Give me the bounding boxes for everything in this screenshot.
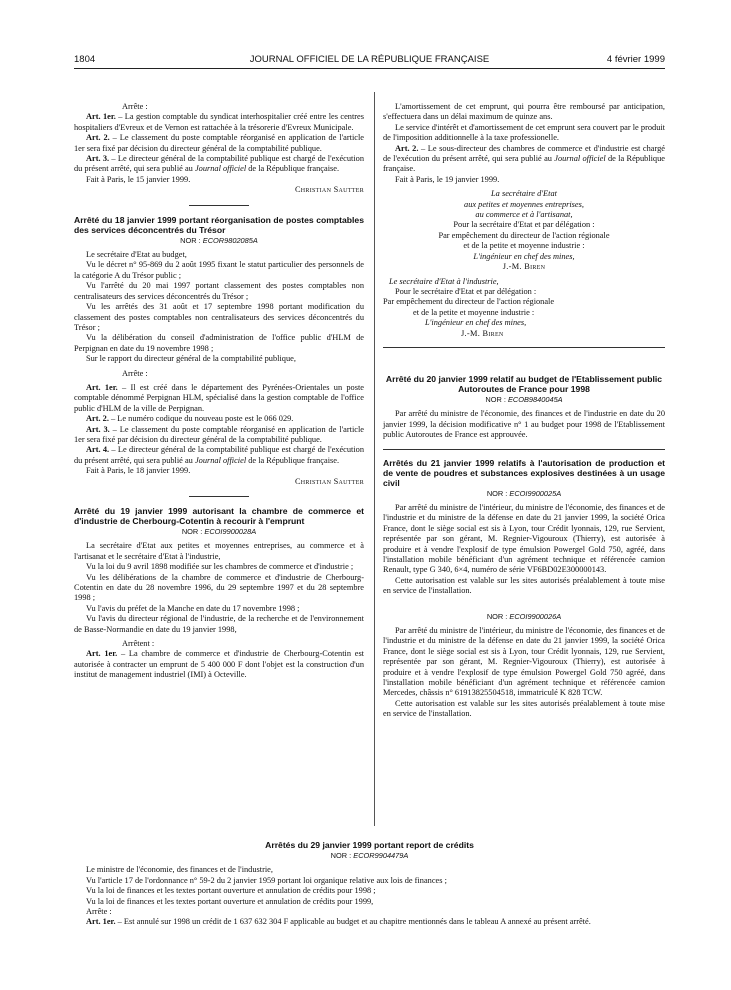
nor-reference: NOR : ECOI9900028A — [181, 527, 257, 536]
preamble-line: Le ministre de l'économie, des finances et de l'industrie, — [86, 865, 273, 875]
paragraph: L'amortissement de cet emprunt, qui pourra être remboursé par anticipation, s'effectuera dans un délai maximum de quinze ans. — [383, 102, 665, 122]
nor-reference: NOR : ECOR9802085A — [180, 235, 258, 245]
preamble-line: Vu la loi de finances et les textes portant ouverture et annulation de crédits pour 1999, — [86, 896, 374, 906]
paragraph: Cette autorisation est valable sur les sites autorisés préalablement à toute mise en service de l'installation. — [383, 698, 665, 719]
left-column — [74, 102, 364, 681]
signatory-role: aux petites et moyennes entreprises, — [464, 199, 584, 209]
preamble-line: Le secrétaire d'Etat au budget, — [86, 250, 187, 260]
article: Art. 3. – Le directeur général de la comptabilité publique est chargé de l'exécution du présent arrêté, qui sera publié au Journal officiel de la République française. — [74, 154, 365, 174]
signatory-role: L'ingénieur en chef des mines, — [425, 318, 527, 328]
decree-title: Arrêtés du 21 janvier 1999 relatifs à l'autorisation de production et de vente de poudres et substances explosives destinées à un usage civil — [383, 457, 665, 488]
separator — [383, 347, 665, 348]
decree-title: Arrêtés du 29 janvier 1999 portant report de crédits — [265, 840, 474, 850]
preamble-line: Vu l'avis du directeur régional de l'industrie, de la recherche et de l'environnement de Basse-Normandie en date du 19 janvier 1998, — [74, 614, 364, 634]
page-header — [74, 54, 665, 68]
preamble-line: Vu la délibération du conseil d'administration de l'office public d'HLM de Perpignan en date du 19 novembre 1998 ; — [74, 333, 364, 353]
nor-reference: NOR : ECOR9904479A — [330, 851, 409, 860]
article: Art. 4. – Le directeur général de la comptabilité publique est chargé de l'exécution du présent arrêté, qui sera publié au Journal officiel de la République française. — [74, 445, 365, 465]
delegation-line: Pour le secrétaire d'Etat et par délégation : — [395, 286, 537, 296]
paragraph: Par arrêté du ministre de l'intérieur, du ministre de l'économie, des finances et de l'industrie et du ministre de la défense en date du 21 janvier 1999, la société Orica France, dont le siège social est sis à Lyon, tour Crédit lyonnais, 129, rue Servient, représentée par son gérant, M. Regnier-Vigouroux (Thierry), est autorisée à produire et à vendre l'explosif de type émulsion Powergel Gold 750, agréé, dans l'installation mobile bénéficiant d'un agrément technique et référencée camion Renault, type G 340, 6×4, numéro de série VF6BD02E300000143. — [383, 502, 665, 575]
article: Art. 1er. – Il est créé dans le département des Pyrénées-Orientales un poste comptable dénommé Perpignan HLM, spécialisé dans la gestion comptable de l'office public d'HLM de la ville de Perpignan. — [74, 382, 364, 413]
fait-line: Fait à Paris, le 15 janvier 1999. — [86, 174, 191, 184]
separator — [189, 496, 249, 497]
issue-date: 4 février 1999 — [606, 54, 665, 65]
journal-title: JOURNAL OFFICIEL DE LA RÉPUBLIQUE FRANÇAISE — [249, 54, 490, 65]
right-column — [383, 102, 665, 720]
arrete-heading: Arrête : — [122, 102, 148, 111]
signatory-role: L'ingénieur en chef des mines, — [473, 251, 575, 261]
preamble-line: Vu les délibérations de la chambre de commerce et d'industrie de Cherbourg-Cotentin en date du 28 novembre 1996, du 29 septembre 1997 et du 28 septembre 1998 ; — [74, 572, 364, 603]
paragraph: Par arrêté du ministre de l'économie, des finances et de l'industrie en date du 20 janvier 1999, la décision modificative n° 1 au budget pour 1998 de l'Etablissement public Autoroutes de France est approuvée. — [383, 409, 665, 440]
fait-line: Fait à Paris, le 18 janvier 1999. — [86, 466, 191, 476]
article: Art. 2. – Le numéro codique du nouveau poste est le 066 029. — [86, 414, 294, 424]
arrete-heading: Arrête : — [86, 907, 112, 917]
page-number: 1804 — [74, 54, 96, 65]
preamble-line: Vu les arrêtés des 31 août et 17 septembre 1998 portant modification du classement des postes comptables non centralisateurs des services déconcentrés du Trésor ; — [74, 302, 364, 332]
signature: J.-M. Biren — [502, 262, 546, 272]
preamble-line: Sur le rapport du directeur général de la comptabilité publique, — [86, 354, 296, 364]
decree-title: Arrêté du 18 janvier 1999 portant réorganisation de postes comptables des services déconcentrés du Trésor — [74, 214, 364, 235]
delegation-line: et de la petite et moyenne industrie : — [463, 241, 585, 251]
article: Art. 1er. – Est annulé sur 1998 un crédit de 1 637 632 304 F applicable au budget et au chapitre mentionnés dans le tableau A annexé au présent arrêté. — [86, 917, 591, 927]
header-rule — [74, 68, 665, 69]
preamble-line: La secrétaire d'Etat aux petites et moyennes entreprises, au commerce et à l'artisanat et le secrétaire d'Etat à l'industrie, — [74, 541, 364, 561]
delegation-line: Par empêchement du directeur de l'action régionale — [383, 297, 555, 307]
signatory-role: au commerce et à l'artisanat, — [475, 210, 573, 220]
separator — [383, 449, 665, 450]
nor-reference: NOR : ECOI9900025A — [486, 488, 562, 498]
nor-reference: NOR : ECOI9900026A — [486, 611, 562, 621]
nor-reference: NOR : ECOB9840045A — [485, 394, 563, 404]
preamble-line: Vu la loi du 9 avril 1898 modifiée sur les chambres de commerce et d'industrie ; — [86, 562, 354, 572]
delegation-line: Pour la secrétaire d'Etat et par délégation : — [453, 220, 595, 230]
paragraph: Par arrêté du ministre de l'intérieur, du ministre de l'économie, des finances et de l'industrie et du ministre de la défense en date du 21 janvier 1999, la société Orica France, dont le siège social est sis à Lyon, tour Crédit lyonnais, 129, rue Servient, représentée par son gérant, M. Regnier-Vigouroux (Thierry), est autorisée à produire et à vendre l'explosif de type émulsion Powergel Gold 750 agréé, dans l'installation mobile bénéficiant d'un agrément technique et référencée camion Mercedes, châssis n° 61913825504518, immatriculé K 828 TCW. — [383, 626, 665, 698]
preamble-line: Vu l'article 17 de l'ordonnance n° 59-2 du 2 janvier 1959 portant loi organique relative aux lois de finances ; — [86, 875, 447, 885]
delegation-line: et de la petite et moyenne industrie : — [413, 307, 535, 317]
decree-title: Arrêté du 20 janvier 1999 relatif au budget de l'Etablissement public Autoroutes de France pour 1998 — [385, 373, 663, 394]
fait-line: Fait à Paris, le 19 janvier 1999. — [395, 174, 500, 184]
arrete-heading: Arrête : — [122, 368, 148, 378]
article: Art. 2. – Le classement du poste comptable réorganisé en application de l'article 1er sera fixé par décision du directeur général de la comptabilité publique. — [74, 133, 364, 153]
paragraph: Le service d'intérêt et d'amortissement de cet emprunt sera couvert par le produit de l'imposition additionnelle à la taxe professionelle. — [383, 122, 665, 143]
preamble-line: Vu le décret n° 95-869 du 2 août 1995 fixant le statut particulier des personnels de la catégorie A du Trésor public ; — [74, 260, 364, 280]
preamble-line: Vu la loi de finances et les textes portant ouverture et annulation de crédits pour 1998 ; — [86, 886, 376, 896]
paragraph: Cette autorisation est valable sur les sites autorisés préalablement à toute mise en service de l'installation. — [383, 575, 665, 596]
article: Art. 2. – Le sous-directeur des chambres de commerce et d'industrie est chargé de l'exécution du présent arrêté, qui sera publié au Journal officiel de la République française. — [383, 143, 666, 174]
signatory-role: La secrétaire d'Etat — [491, 189, 557, 199]
preamble-line: Vu l'arrêté du 20 mai 1997 portant classement des postes comptables non centralisateurs des services déconcentrés du Trésor ; — [74, 281, 364, 301]
arretent-heading: Arrêtent : — [122, 639, 155, 649]
signature: Christian Sautter — [294, 476, 364, 486]
separator — [189, 205, 249, 206]
article: Art. 1er. – La gestion comptable du syndicat interhospitalier créé entre les centres hospitaliers d'Evreux et de Vernon est rattachée à la trésorerie d'Evreux Municipale. — [74, 112, 365, 132]
signatory-role: Le secrétaire d'Etat à l'industrie, — [389, 276, 499, 286]
article: Art. 1er. – La chambre de commerce et d'industrie de Cherbourg-Cotentin est autorisée à contracter un emprunt de 5 400 000 F dont l'objet est la construction d'un institut de management industriel (IMI) à Octeville. — [74, 649, 365, 680]
column-divider — [374, 92, 375, 826]
article: Art. 3. – Le classement du poste comptable réorganisé en application de l'article 1er sera fixé par décision du directeur général de la comptabilité publique. — [74, 424, 364, 444]
bottom-section — [74, 840, 665, 928]
signature: J.-M. Biren — [461, 328, 504, 338]
preamble-line: Vu l'avis du préfet de la Manche en date du 17 novembre 1998 ; — [86, 603, 300, 613]
delegation-line: Par empêchement du directeur de l'action régionale — [438, 230, 610, 240]
signature: Christian Sautter — [294, 185, 364, 195]
decree-title: Arrêté du 19 janvier 1999 autorisant la chambre de commerce et d'industrie de Cherbourg-Cotentin à recourir à l'emprunt — [74, 506, 364, 526]
